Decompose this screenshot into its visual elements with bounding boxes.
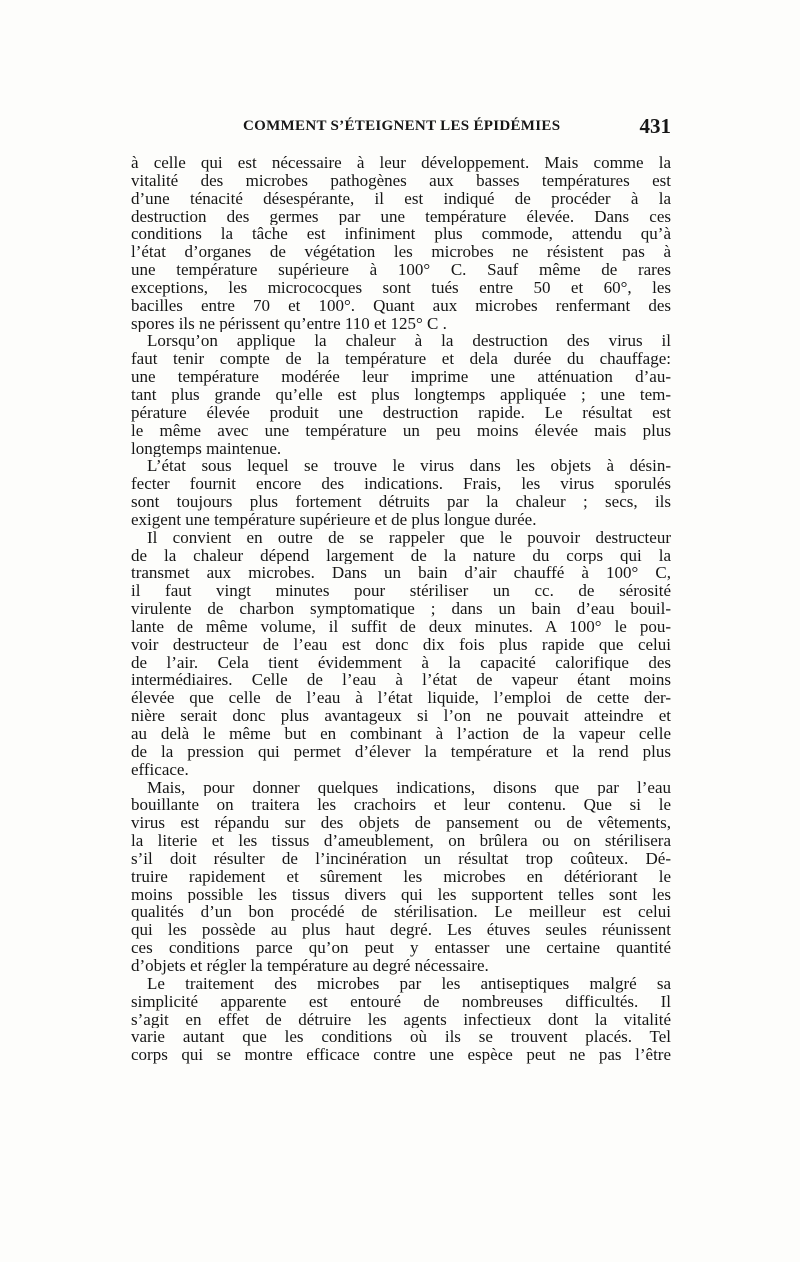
text-line: bouillante on traitera les crachoirs et leur contenu. Que si le xyxy=(131,796,671,815)
text-line: voir destructeur de l’eau est donc dix fois plus rapide que celui xyxy=(131,635,671,654)
text-line: la literie et les tissus d’ameublement, on brûlera ou on stérilisera xyxy=(131,832,671,850)
text-line: à celle qui est nécessaire à leur développement. Mais comme la xyxy=(131,154,671,172)
text-line: d’objets et régler la température au degré nécessaire. xyxy=(131,956,489,975)
text-line: vitalité des microbes pathogènes aux basses températures est xyxy=(131,171,671,190)
text-line: l’état d’organes de végétation les microbes ne résistent pas à xyxy=(131,243,671,262)
running-head xyxy=(131,116,671,140)
text-line: faut tenir compte de la température et dela durée du chauffage: xyxy=(131,350,671,369)
paragraph xyxy=(131,975,671,1064)
running-title: COMMENT S’ÉTEIGNENT LES ÉPIDÉMIES xyxy=(243,118,561,134)
text-line: au delà le même but en combinant à l’action de la vapeur celle xyxy=(131,725,671,743)
text-line: tant plus grande qu’elle est plus longtemps appliquée ; une tem- xyxy=(131,385,671,404)
text-line: Le traitement des microbes par les antiseptiques malgré sa xyxy=(147,974,671,993)
text-line: sont toujours plus fortement détruits par la chaleur ; secs, ils xyxy=(131,493,671,511)
paragraph xyxy=(131,457,671,528)
paragraph xyxy=(131,332,671,457)
text-line: lante de même volume, il suffit de deux minutes. A 100° le pou- xyxy=(131,617,671,636)
body-text xyxy=(131,154,671,1064)
text-line: pérature élevée produit une destruction rapide. Le résultat est xyxy=(131,403,671,422)
text-line: corps qui se montre efficace contre une espèce peut ne pas l’être xyxy=(131,1046,671,1065)
text-line: de la chaleur dépend largement de la nature du corps qui la xyxy=(131,546,671,565)
text-line: exceptions, les micrococques sont tués entre 50 et 60°, les xyxy=(131,278,671,297)
text-line: spores ils ne périssent qu’entre 110 et 125° C . xyxy=(131,314,447,333)
text-line: ces conditions parce qu’on peut y entasser une certaine quantité xyxy=(131,939,671,957)
text-line: une température modérée leur imprime une atténuation d’au- xyxy=(131,368,671,386)
text-line: nière serait donc plus avantageux si l’on ne pouvait atteindre et xyxy=(131,707,671,725)
paragraph xyxy=(131,154,671,332)
text-line: Il convient en outre de se rappeler que le pouvoir destructeur xyxy=(147,528,671,547)
text-line: Mais, pour donner quelques indications, disons que par l’eau xyxy=(147,778,671,797)
text-line: exigent une température supérieure et de plus longue durée. xyxy=(131,510,537,529)
text-line: truire rapidement et sûrement les microbes en détériorant le xyxy=(131,867,671,886)
text-line: une température supérieure à 100° C. Sauf même de rares xyxy=(131,261,671,279)
text-line: qualités d’un bon procédé de stérilisation. Le meilleur est celui xyxy=(131,903,671,922)
text-line: simplicité apparente est entouré de nombreuses difficultés. Il xyxy=(131,992,671,1011)
text-line: transmet aux microbes. Dans un bain d’air chauffé à 100° C, xyxy=(131,564,671,583)
text-line: élevée que celle de l’eau à l’état liquide, l’emploi de cette der- xyxy=(131,689,671,708)
text-line: fecter fournit encore des indications. Frais, les virus sporulés xyxy=(131,475,671,494)
text-line: intermédiaires. Celle de l’eau à l’état de vapeur étant moins xyxy=(131,671,671,690)
page-number: 431 xyxy=(639,114,671,138)
text-line: le même avec une température un peu moins élevée mais plus xyxy=(131,421,671,440)
text-line: s’agit en effet de détruire les agents infectieux dont la vitalité xyxy=(131,1010,671,1029)
text-line: bacilles entre 70 et 100°. Quant aux microbes renfermant des xyxy=(131,296,671,315)
text-line: virulente de charbon symptomatique ; dans un bain d’eau bouil- xyxy=(131,600,671,618)
text-line: destruction des germes par une température élevée. Dans ces xyxy=(131,207,671,226)
text-line: Lorsqu’on applique la chaleur à la destruction des virus il xyxy=(147,332,671,351)
text-line: qui les possède au plus haut degré. Les étuves seules réunissent xyxy=(131,921,671,940)
paragraph xyxy=(131,529,671,779)
text-line: de l’air. Cela tient évidemment à la capacité calorifique des xyxy=(131,653,671,672)
text-line: il faut vingt minutes pour stériliser un cc. de sérosité xyxy=(131,582,671,601)
text-line: s’il doit résulter de l’incinération un résultat trop coûteux. Dé- xyxy=(131,849,671,868)
paragraph xyxy=(131,779,671,975)
text-line: de la pression qui permet d’élever la température et la rend plus xyxy=(131,742,671,761)
text-line: virus est répandu sur des objets de pansement ou de vêtements, xyxy=(131,814,671,833)
text-line: L’état sous lequel se trouve le virus dans les objets à désin- xyxy=(147,457,671,476)
text-line: conditions la tâche est infiniment plus commode, attendu qu’à xyxy=(131,225,671,244)
text-line: longtemps maintenue. xyxy=(131,439,282,458)
text-line: d’une ténacité désespérante, il est indiqué de procéder à la xyxy=(131,189,671,208)
text-line: varie autant que les conditions où ils se trouvent placés. Tel xyxy=(131,1028,671,1047)
text-line: efficace. xyxy=(131,760,189,779)
text-line: moins possible les tissus divers qui les supportent telles sont les xyxy=(131,885,671,904)
